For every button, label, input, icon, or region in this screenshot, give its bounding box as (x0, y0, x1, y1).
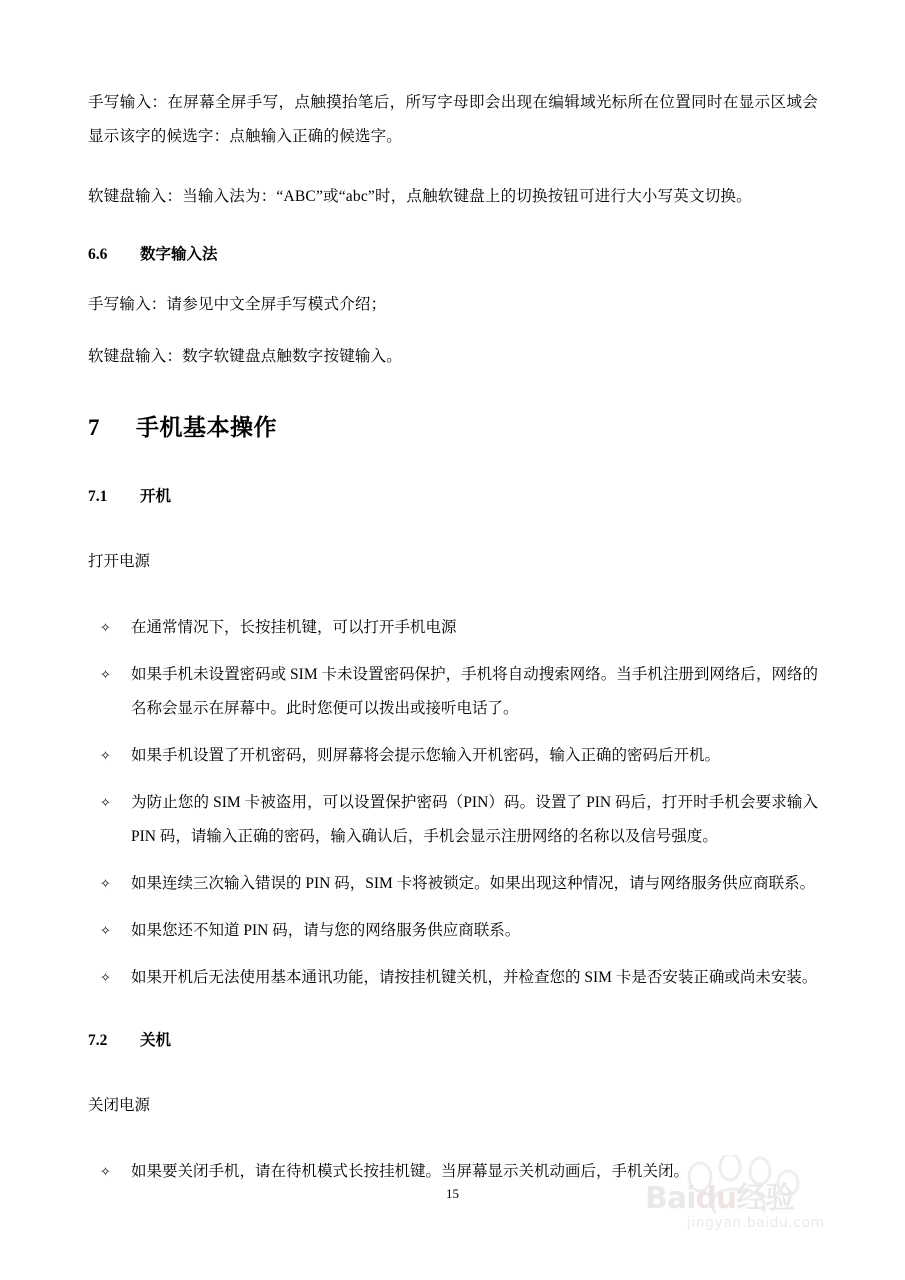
diamond-bullet-icon: ✧ (100, 970, 111, 985)
heading-chapter-7-title: 手机基本操作 (136, 415, 277, 440)
spacer (88, 374, 818, 408)
spacer (88, 1137, 818, 1155)
watermark-brand-prefix: Bai (645, 1181, 696, 1216)
spacer (88, 1056, 818, 1074)
list-item-text: 如果要关闭手机，请在待机模式长按挂机键。当屏幕显示关机动画后，手机关闭。 (131, 1163, 690, 1180)
watermark-url: jingyan.baidu.com (687, 1215, 825, 1231)
paragraph-6-6-line-1: 手写输入：请参见中文全屏手写模式介绍； (88, 296, 387, 313)
watermark-brand-tail: 经验 (736, 1181, 795, 1216)
page-number: 15 (446, 1186, 459, 1201)
diamond-bullet-icon: ✧ (100, 923, 111, 938)
heading-7-2-number: 7.2 (88, 1032, 108, 1049)
paragraph-handwriting-input: 手写输入：在屏幕全屏手写，点触摸抬笔后，所写字母即会出现在编辑域光标所在位置同时在显示区域会显示该字的候选字：点触输入正确的候选字。 (88, 94, 818, 145)
list-item-text: 如果手机未设置密码或 SIM 卡未设置密码保护，手机将自动搜索网络。当手机注册到网络后，网络的名称会显示在屏幕中。此时您便可以拨出或接听电话了。 (131, 666, 818, 717)
list-item (88, 867, 818, 901)
paragraph-soft-keyboard-input: 软键盘输入：当输入法为：“ABC”或“abc”时，点触软键盘上的切换按钮可进行大小写英文切换。 (88, 188, 752, 205)
paragraph-7-1-intro: 打开电源 (88, 552, 151, 570)
spacer (88, 448, 818, 482)
spacer (88, 512, 818, 530)
spacer (88, 270, 818, 288)
list-item-text: 如果开机后无法使用基本通讯功能，请按挂机键关机，并检查您的 SIM 卡是否安装正确或尚未安装。 (131, 969, 818, 986)
diamond-bullet-icon: ✧ (100, 748, 111, 763)
list-item (88, 786, 818, 854)
spacer (88, 593, 818, 611)
heading-6-6-number: 6.6 (88, 246, 108, 263)
diamond-bullet-icon: ✧ (100, 667, 111, 682)
list-item (88, 658, 818, 726)
list-item (88, 611, 818, 645)
spacer (88, 154, 818, 180)
list-item-text: 为防止您的 SIM 卡被盗用，可以设置保护密码（PIN）码。设置了 PIN 码后，打开时手机会要求输入 PIN 码，请输入正确的密码，输入确认后，手机会显示注册网络的名称以及信号强度。 (131, 794, 818, 845)
spacer (88, 1008, 818, 1026)
paragraph-6-6-line-2: 软键盘输入：数字软键盘点触数字按键输入。 (88, 348, 403, 365)
list-item-text: 如果您还不知道 PIN 码，请与您的网络服务供应商联系。 (131, 922, 521, 939)
watermark-brand-suffix: du (695, 1181, 737, 1216)
list-item-text: 如果连续三次输入错误的 PIN 码，SIM 卡将被锁定。如果出现这种情况，请与网络服务供应商联系。 (131, 875, 816, 892)
list-item (88, 914, 818, 948)
diamond-bullet-icon: ✧ (100, 1164, 111, 1179)
heading-6-6 (88, 240, 818, 270)
diamond-bullet-icon: ✧ (100, 795, 111, 810)
heading-chapter-7 (88, 408, 818, 448)
list-item (88, 961, 818, 995)
bullet-list-7-2 (88, 1155, 818, 1189)
spacer (88, 322, 818, 340)
diamond-bullet-icon: ✧ (100, 876, 111, 891)
paragraph-7-2-intro: 关闭电源 (88, 1096, 151, 1114)
bullet-list-7-1 (88, 611, 818, 995)
list-item (88, 1155, 818, 1189)
page-content (88, 86, 818, 1202)
list-item (88, 739, 818, 773)
heading-7-1-title: 开机 (140, 488, 172, 505)
heading-7-2 (88, 1026, 818, 1056)
spacer (88, 214, 818, 240)
heading-7-1-number: 7.1 (88, 488, 108, 505)
heading-chapter-7-number: 7 (88, 415, 100, 440)
diamond-bullet-icon: ✧ (100, 620, 111, 635)
heading-7-1 (88, 482, 818, 512)
list-item-text: 如果手机设置了开机密码，则屏幕将会提示您输入开机密码，输入正确的密码后开机。 (131, 747, 721, 764)
list-item-text: 在通常情况下，长按挂机键，可以打开手机电源 (131, 619, 457, 636)
heading-6-6-title: 数字输入法 (140, 246, 218, 263)
heading-7-2-title: 关机 (140, 1032, 172, 1049)
